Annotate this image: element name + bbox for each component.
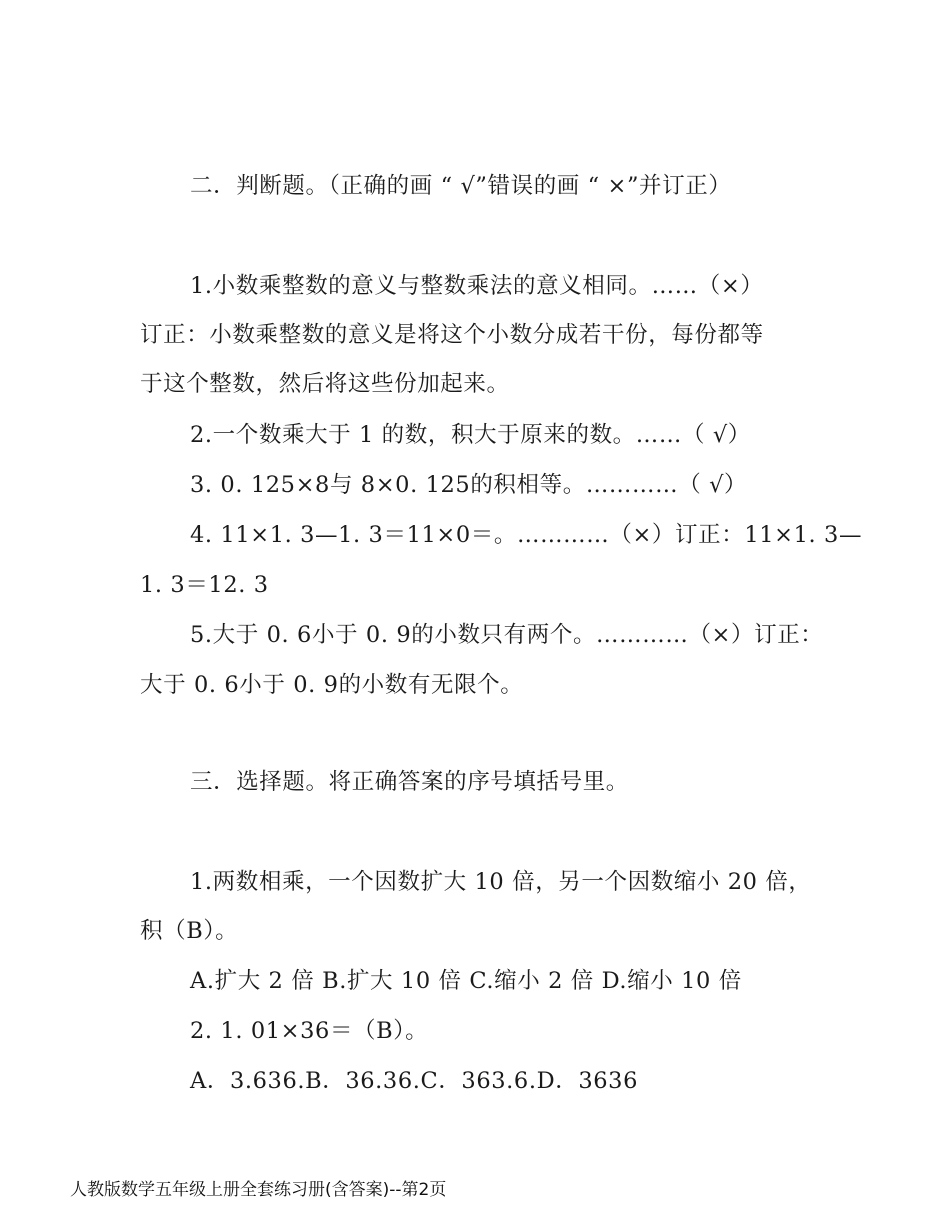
- choice-item-1: 1.两数相乘，一个因数扩大 10 倍，另一个因数缩小 20 倍，: [190, 869, 812, 895]
- judge-item-5: 5.大于 0. 6小于 0. 9的小数只有两个。…………（×）订正：: [190, 622, 824, 648]
- judge-item-4-continued: 1. 3＝12. 3: [140, 572, 269, 598]
- choice-item-2-options: A．3.636.B．36.36.C．363.6.D．3636: [190, 1068, 638, 1094]
- choice-item-1-options: A.扩大 2 倍 B.扩大 10 倍 C.缩小 2 倍 D.缩小 10 倍: [190, 968, 742, 994]
- choice-item-2: 2. 1. 01×36＝（B）。: [190, 1018, 429, 1044]
- page-footer: 人教版数学五年级上册全套练习册(含答案)--第2页: [70, 1180, 447, 1200]
- section-2-heading: 二．判断题。（正确的画 “ √”错误的画 “ ×”并订正）: [190, 173, 732, 199]
- choice-item-1-continued: 积（B）。: [140, 918, 239, 944]
- judge-item-2: 2.一个数乘大于 1 的数，积大于原来的数。……（ √）: [190, 422, 751, 448]
- section-3-heading: 三．选择题。将正确答案的序号填括号里。: [190, 769, 629, 795]
- judge-item-5-correction: 大于 0. 6小于 0. 9的小数有无限个。: [140, 672, 524, 698]
- judge-item-3: 3. 0. 125×8与 8×0. 125的积相等。…………（ √）: [190, 472, 748, 498]
- judge-item-4: 4. 11×1. 3—1. 3＝11×0＝。…………（×）订正：11×1. 3—: [190, 522, 863, 548]
- judge-item-1-correction-line-2: 于这个整数，然后将这些份加起来。: [140, 371, 510, 397]
- judge-item-1-correction-line-1: 订正：小数乘整数的意义是将这个小数分成若干份，每份都等: [140, 322, 764, 348]
- judge-item-1: 1.小数乘整数的意义与整数乘法的意义相同。……（×）: [190, 273, 764, 299]
